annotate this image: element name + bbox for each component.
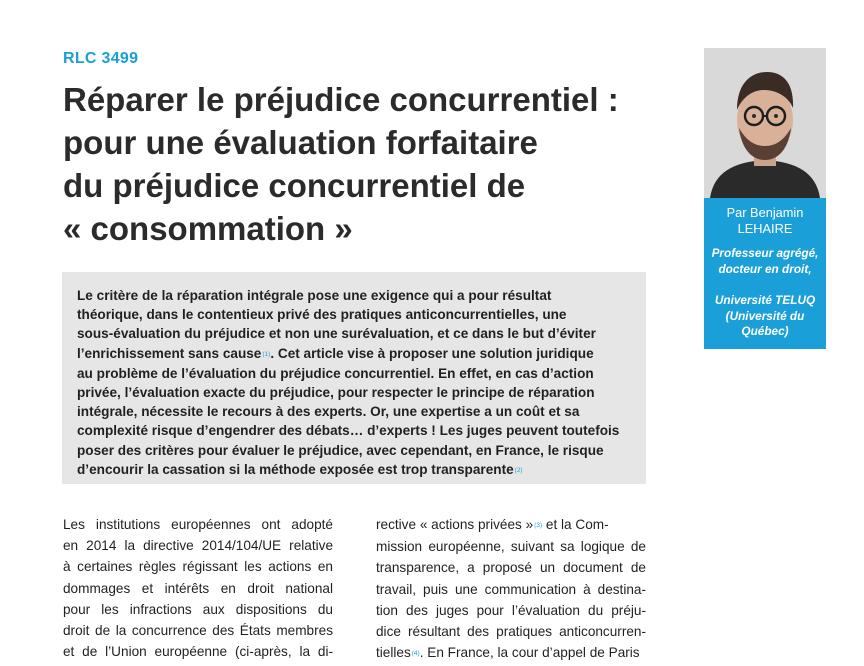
author-portrait-illustration [704, 48, 826, 198]
abstract-box [62, 272, 646, 484]
title-line: Réparer le préjudice concurrentiel : [63, 81, 619, 118]
footnote-ref[interactable]: (2) [514, 466, 523, 474]
author-role [704, 246, 826, 277]
body-column-left [63, 514, 333, 662]
body-text: tielles [376, 645, 411, 661]
body-line: droit de la concurrence des États membres [63, 623, 333, 639]
author-byline-line: LEHAIRE [737, 221, 793, 236]
abstract-line: sous-évaluation du préjudice et non une surévaluation, et ce dans le but d’éviter [77, 326, 596, 342]
body-line: et de l’Union européenne (ci-après, la di- [63, 644, 333, 660]
abstract-line: Le critère de la réparation intégrale pose une exigence qui a pour résultat [77, 288, 552, 303]
abstract-line: poser des critères pour évaluer le préjudice, avec cependant, en France, le risque [77, 442, 604, 458]
body-line [376, 642, 646, 664]
title-line: pour une évaluation forfaitaire [63, 124, 538, 161]
abstract-line: complexité risque d’engendrer des débats… d’experts ! Les juges peuvent toutefois [77, 423, 620, 439]
body-column-right [376, 514, 646, 664]
author-affiliation-line: (Université du [725, 308, 805, 323]
author-photo [704, 48, 826, 198]
article-title [63, 78, 683, 250]
footnote-ref[interactable]: (3) [534, 522, 543, 529]
footnote-ref[interactable]: (4) [411, 650, 420, 658]
abstract-line: au problème de l’évaluation du préjudice concurrentiel. En effet, en cas d’action [77, 365, 594, 381]
body-line: dice résultant des pratiques anticoncurren- [376, 624, 646, 640]
abstract-text: d’encourir la cassation si la méthode exposée est trop transparente [77, 461, 514, 477]
author-affiliation-line: Québec) [741, 324, 789, 339]
abstract-text: l’enrichissement sans cause [77, 345, 262, 361]
author-affiliation-line: Université TELUQ [714, 293, 816, 307]
body-text: rective « actions privées » [376, 517, 534, 532]
author-panel [704, 48, 826, 349]
body-line: Les institutions européennes ont adopté [63, 517, 333, 532]
body-line: à certaines règles régissant les actions en [63, 559, 333, 575]
author-role-line: Professeur agrégé, [711, 246, 819, 260]
abstract-line [77, 460, 636, 480]
body-text: et la Com- [542, 517, 609, 532]
author-byline-line: Par Benjamin [726, 205, 804, 220]
body-line: pour les infractions aux dispositions du [63, 601, 333, 617]
body-line: tion des juges pour l’évaluation du préju- [376, 602, 646, 618]
author-affiliation [704, 293, 826, 340]
author-byline [704, 205, 826, 237]
body-line: transparence, a proposé un document de [376, 560, 646, 576]
title-line: du préjudice concurrentiel de [63, 167, 526, 204]
body-text: . En France, la cour d’appel de Paris [419, 645, 640, 661]
abstract-line [77, 344, 636, 364]
body-line: dommages et intérêts en droit national [63, 580, 333, 596]
body-line: travail, puis une communication à destina- [376, 581, 646, 597]
title-line: « consommation » [63, 210, 353, 247]
article-reference: RLC 3499 [63, 50, 139, 67]
abstract-line: privée, l’évaluation exacte du préjudice, pour respecter le principe de réparation [77, 385, 595, 401]
body-line [376, 514, 646, 536]
footnote-ref[interactable]: (1) [262, 350, 271, 358]
body-line: en 2014 la directive 2014/104/UE relative [63, 538, 333, 554]
abstract-text: . Cet article vise à proposer une solution juridique [270, 345, 594, 361]
abstract-line: théorique, dans le contentieux privé des pratiques anticoncurrentielles, une [77, 307, 567, 323]
author-role-line: docteur en droit, [718, 261, 812, 276]
abstract-line: intégrale, nécessite le recours à des experts. Or, une expertise a un coût et sa [77, 404, 580, 420]
body-line: mission européenne, suivant sa logique de [376, 539, 646, 555]
